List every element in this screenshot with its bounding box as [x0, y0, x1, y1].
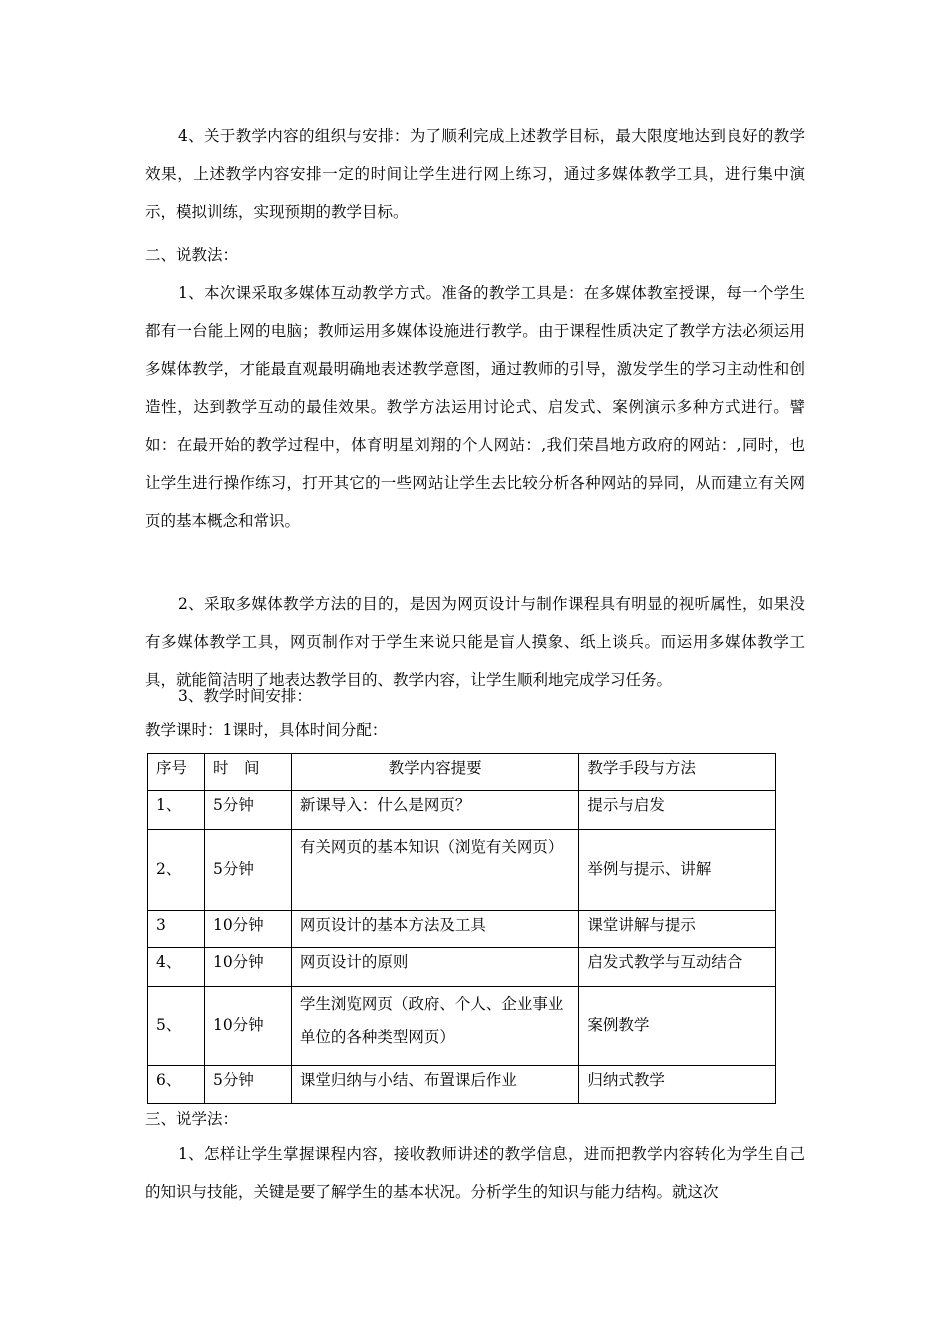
table-cell: 10分钟 — [204, 948, 291, 987]
table-row — [148, 830, 776, 911]
table-cell: 归纳式教学 — [579, 1066, 776, 1104]
paragraph-method-purpose: 2、采取多媒体教学方法的目的，是因为网页设计与制作课程具有明显的视听属性，如果没有多媒体教学工具，网页制作对于学生来说只能是盲人摸象、纸上谈兵。而运用多媒体教学工具，就能简洁明了地表达教学目的、教学内容，让学生顺利地完成学习任务。 — [145, 595, 805, 689]
table-cell: 10分钟 — [204, 911, 291, 948]
header-cell: 序号 — [148, 754, 205, 791]
table-cell: 2、 — [148, 830, 205, 911]
table-cell: 1、 — [148, 791, 205, 830]
table-cell: 提示与启发 — [579, 791, 776, 830]
heading-teaching-method: 二、说教法： — [145, 246, 239, 264]
table-row — [148, 948, 776, 987]
table-cell: 网页设计的原则 — [291, 948, 578, 987]
table-cell: 5分钟 — [204, 791, 291, 830]
table-row — [148, 911, 776, 948]
table-row — [148, 791, 776, 830]
header-cell: 教学内容提要 — [291, 754, 578, 791]
table-cell: 5、 — [148, 987, 205, 1066]
table-cell: 3 — [148, 911, 205, 948]
table-cell: 举例与提示、讲解 — [579, 830, 776, 911]
table-cell: 有关网页的基本知识（浏览有关网页） — [291, 830, 578, 911]
table-cell: 5分钟 — [204, 830, 291, 911]
schedule-table — [147, 753, 776, 1104]
paragraph-learning-method: 1、怎样让学生掌握课程内容，接收教师讲述的教学信息，进而把教学内容转化为学生自己的知识与技能，关键是要了解学生的基本状况。分析学生的知识与能力结构。就这次 — [145, 1145, 805, 1201]
table-cell: 新课导入：什么是网页？ — [291, 791, 578, 830]
table-cell: 学生浏览网页（政府、个人、企业事业单位的各种类型网页） — [291, 987, 578, 1066]
table-row — [148, 1066, 776, 1104]
table-cell: 5分钟 — [204, 1066, 291, 1104]
table-cell: 案例教学 — [579, 987, 776, 1066]
table-header-row — [148, 754, 776, 791]
table-cell: 6、 — [148, 1066, 205, 1104]
schedule-intro: 教学课时：1课时，具体时间分配： — [145, 721, 388, 739]
item-time-arrangement: 3、教学时间安排： — [178, 687, 312, 705]
paragraph-content-organization: 4、关于教学内容的组织与安排：为了顺利完成上述教学目标，最大限度地达到良好的教学效果，上述教学内容安排一定的时间让学生进行网上练习，通过多媒体教学工具，进行集中演示，模拟训练，实现预期的教学目标。 — [145, 127, 805, 221]
heading-learning-method: 三、说学法： — [145, 1110, 239, 1128]
paragraph-multimedia-method: 1、本次课采取多媒体互动教学方式。准备的教学工具是：在多媒体教室授课，每一个学生都有一台能上网的电脑；教师运用多媒体设施进行教学。由于课程性质决定了教学方法必须运用多媒体教学，才能最直观最明确地表述教学意图，通过教师的引导，激发学生的学习主动性和创造性，达到教学互动的最佳效果。教学方法运用讨论式、启发式、案例演示多种方式进行。譬如：在最开始的教学过程中，体育明星刘翔的个人网站：,我们荣昌地方政府的网站：,同时，也让学生进行操作练习，打开其它的一些网站让学生去比较分析各种网站的异同，从而建立有关网页的基本概念和常识。 — [145, 284, 805, 530]
table-cell: 10分钟 — [204, 987, 291, 1066]
table-cell: 4、 — [148, 948, 205, 987]
table-cell: 课堂讲解与提示 — [579, 911, 776, 948]
table-cell: 课堂归纳与小结、布置课后作业 — [291, 1066, 578, 1104]
table-row — [148, 987, 776, 1066]
header-cell: 时 间 — [204, 754, 291, 791]
header-cell: 教学手段与方法 — [579, 754, 776, 791]
table-cell: 启发式教学与互动结合 — [579, 948, 776, 987]
table-cell: 网页设计的基本方法及工具 — [291, 911, 578, 948]
